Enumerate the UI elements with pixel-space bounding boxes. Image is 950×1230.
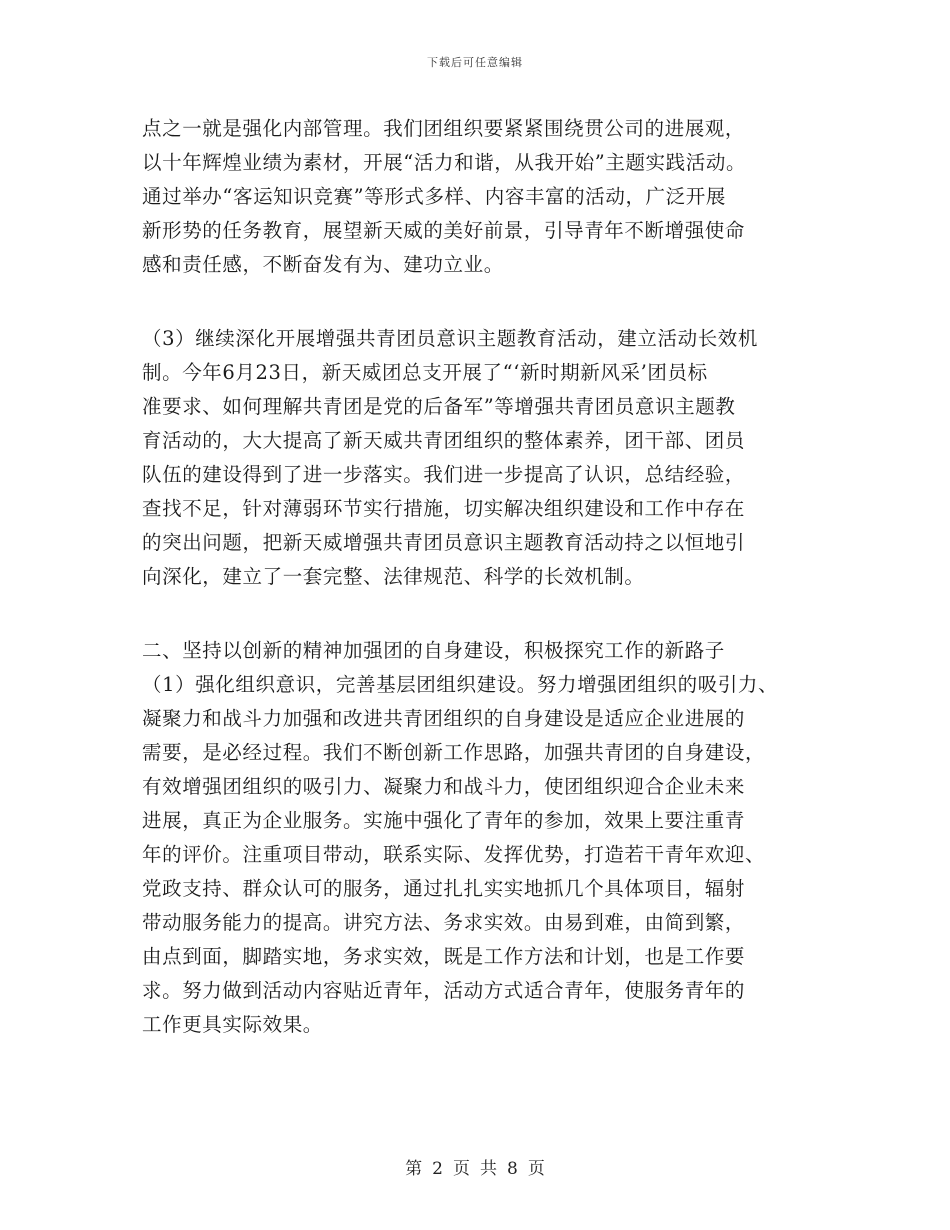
text-line: 年的评价。注重项目带动，联系实际、发挥优势，打造若干青年欢迎、 — [142, 843, 766, 866]
paragraph-3 — [142, 634, 822, 1042]
text-line: 凝聚力和战斗力加强和改进共青团组织的自身建设是适应企业进展的 — [142, 707, 746, 730]
text-line: 感和责任感，不断奋发有为、建功立业。 — [142, 253, 504, 276]
text-line: 需要，是必经过程。我们不断创新工作思路，加强共青团的自身建设， — [142, 741, 766, 764]
text-line: 点之一就是强化内部管理。我们团组织要紧紧围绕贯公司的进展观， — [142, 117, 746, 140]
text-line: 向深化，建立了一套完整、法律规范、科学的长效机制。 — [142, 565, 645, 588]
text-line: 求。努力做到活动内容贴近青年，活动方式适合青年，使服务青年的 — [142, 979, 746, 1002]
page-header: 下载后可任意编辑 — [427, 56, 523, 69]
paragraph-1 — [142, 112, 822, 282]
document-body — [142, 112, 822, 1042]
text-line: 制。今年6月23日，新天威团总支开展了“‘新时期新风采’团员标 — [142, 361, 708, 384]
text-line: 进展，真正为企业服务。实施中强化了青年的参加，效果上要注重青 — [142, 809, 746, 832]
text-line: 新形势的任务教育，展望新天威的美好前景，引导青年不断增强使命 — [142, 219, 746, 242]
total-label-prefix: 共 — [480, 1159, 497, 1179]
text-line: 带动服务能力的提高。讲究方法、务求实效。由易到难，由简到繁， — [142, 911, 746, 934]
text-line: 由点到面，脚踏实地，务求实效，既是工作方法和计划，也是工作要 — [142, 945, 746, 968]
page-number: 2 — [432, 1159, 443, 1179]
text-line: 队伍的建设得到了进一步落实。我们进一步提高了认识，总结经验， — [142, 463, 746, 486]
text-line: 有效增强团组织的吸引力、凝聚力和战斗力，使团组织迎合企业未来 — [142, 775, 746, 798]
page-label-unit: 页 — [453, 1159, 470, 1179]
text-line: 育活动的，大大提高了新天威共青团组织的整体素养，团干部、团员 — [142, 429, 746, 452]
total-pages: 8 — [507, 1159, 518, 1179]
text-line: 通过举办“客运知识竞赛”等形式多样、内容丰富的活动，广泛开展 — [142, 185, 726, 208]
paragraph-2 — [142, 322, 822, 594]
text-line: 准要求、如何理解共青团是党的后备军”等增强共青团员意识主题教 — [142, 395, 736, 418]
text-line: 以十年辉煌业绩为素材，开展“活力和谐，从我开始”主题实践活动。 — [142, 151, 747, 174]
paragraph-gap — [142, 594, 822, 634]
text-line: 查找不足，针对薄弱环节实行措施，切实解决组织建设和工作中存在 — [142, 497, 746, 520]
text-line: 的突出问题，把新天威增强共青团员意识主题教育活动持之以恒地引 — [142, 531, 746, 554]
paragraph-gap — [142, 282, 822, 322]
page-footer — [0, 1154, 950, 1179]
text-line: （1）强化组织意识，完善基层团组织建设。努力增强团组织的吸引力、 — [142, 673, 779, 696]
page-label-prefix: 第 — [405, 1159, 423, 1179]
total-label-unit: 页 — [527, 1159, 545, 1179]
section-heading: 二、坚持以创新的精神加强团的自身建设，积极探究工作的新路子 — [142, 639, 725, 662]
text-line: 工作更具实际效果。 — [142, 1013, 323, 1036]
text-line: 党政支持、群众认可的服务，通过扎扎实实地抓几个具体项目，辐射 — [142, 877, 746, 900]
text-line: （3）继续深化开展增强共青团员意识主题教育活动，建立活动长效机 — [142, 327, 759, 350]
